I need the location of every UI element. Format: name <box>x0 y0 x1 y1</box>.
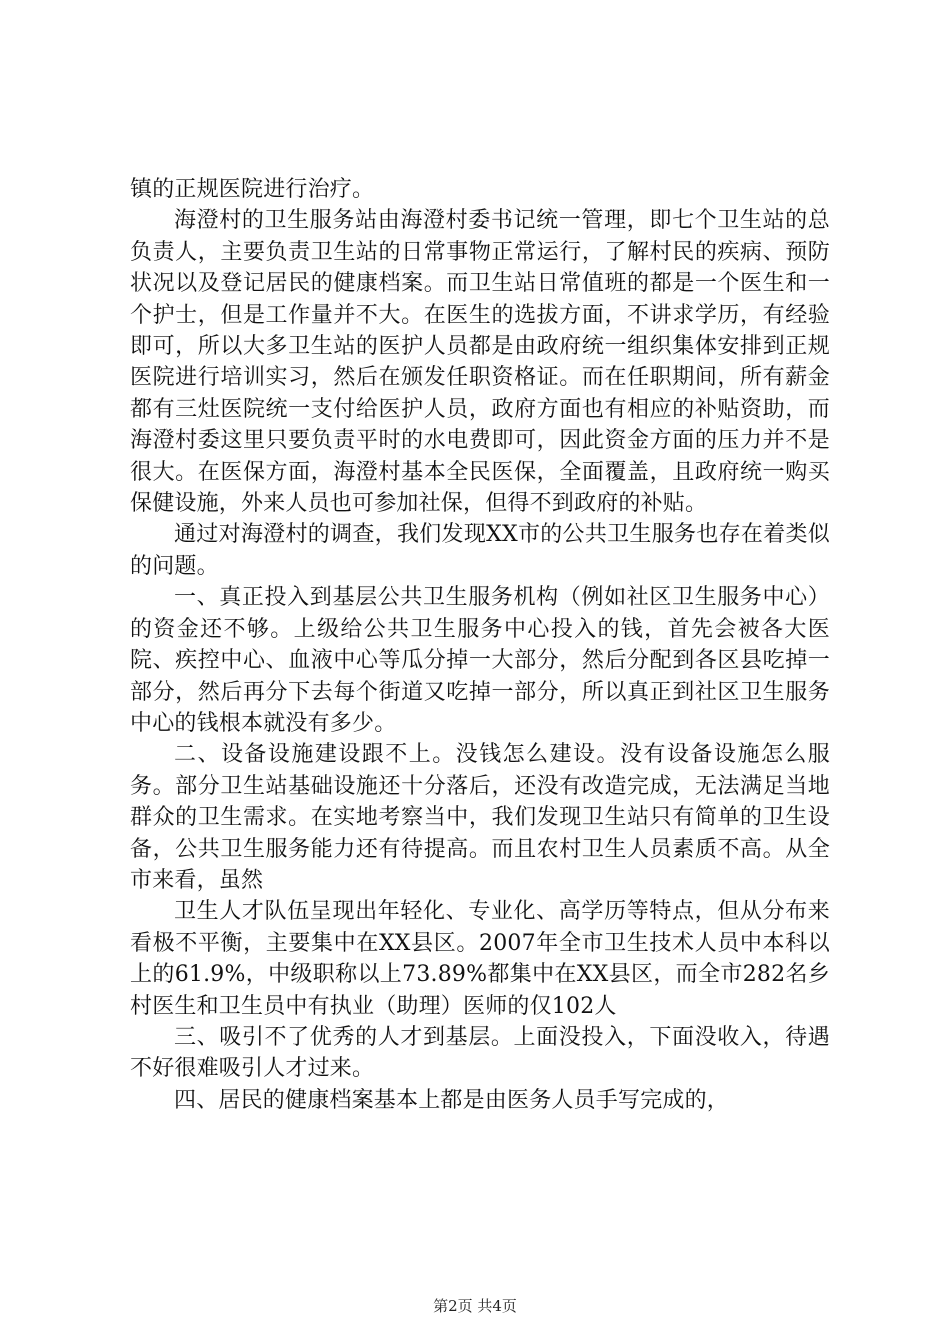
paragraph-8: 四、居民的健康档案基本上都是由医务人员手写完成的， <box>174 1087 730 1113</box>
paragraph-4: 一、真正投入到基层公共卫生服务机构（例如社区卫生服务中心）的资金还不够。上级给公共卫生服务中心投入的钱，首先会被各大医院、疾控中心、血液中心等瓜分掉一大部分，然后分配到各区县吃掉一部分，然后再分下去每个街道又吃掉一部分，所以真正到社区卫生服务中心的钱根本就没有多少。 <box>130 585 830 736</box>
document-body <box>130 174 830 1116</box>
page-number-label: 第2页 共4页 <box>433 1297 517 1315</box>
paragraph-2: 海澄村的卫生服务站由海澄村委书记统一管理，即七个卫生站的总负责人，主要负责卫生站的日常事物正常运行，了解村民的疾病、预防状况以及登记居民的健康档案。而卫生站日常值班的都是一个医生和一个护士，但是工作量并不大。在医生的选拔方面，不讲求学历，有经验即可，所以大多卫生站的医护人员都是由政府统一组织集体安排到正规医院进行培训实习，然后在颁发任职资格证。而在任职期间，所有薪金都有三灶医院统一支付给医护人员，政府方面也有相应的补贴资助，而海澄村委这里只要负责平时的水电费即可，因此资金方面的压力并不是很大。在医保方面，海澄村基本全民医保，全面覆盖，且政府统一购买保健设施，外来人员也可参加社保，但得不到政府的补贴。 <box>130 208 830 517</box>
page-footer <box>0 1295 950 1316</box>
paragraph-1: 镇的正规医院进行治疗。 <box>130 177 375 202</box>
paragraph-7: 三、吸引不了优秀的人才到基层。上面没投入，下面没收入，待遇不好很难吸引人才过来。 <box>130 1024 830 1082</box>
paragraph-6: 卫生人才队伍呈现出年轻化、专业化、高学历等特点，但从分布来看极不平衡，主要集中在XX县区。2007年全市卫生技术人员中本科以上的61.9%，中级职称以上73.89%都集中在XX县区，而全市282名乡村医生和卫生员中有执业（助理）医师的仅102人 <box>130 899 830 1019</box>
paragraph-5: 二、设备设施建设跟不上。没钱怎么建设。没有设备设施怎么服务。部分卫生站基础设施还十分落后，还没有改造完成，无法满足当地群众的卫生需求。在实地考察当中，我们发现卫生站只有简单的卫生设备，公共卫生服务能力还有待提高。而且农村卫生人员素质不高。从全市来看，虽然 <box>130 742 830 893</box>
paragraph-3: 通过对海澄村的调查，我们发现XX市的公共卫生服务也存在着类似的问题。 <box>130 522 830 579</box>
